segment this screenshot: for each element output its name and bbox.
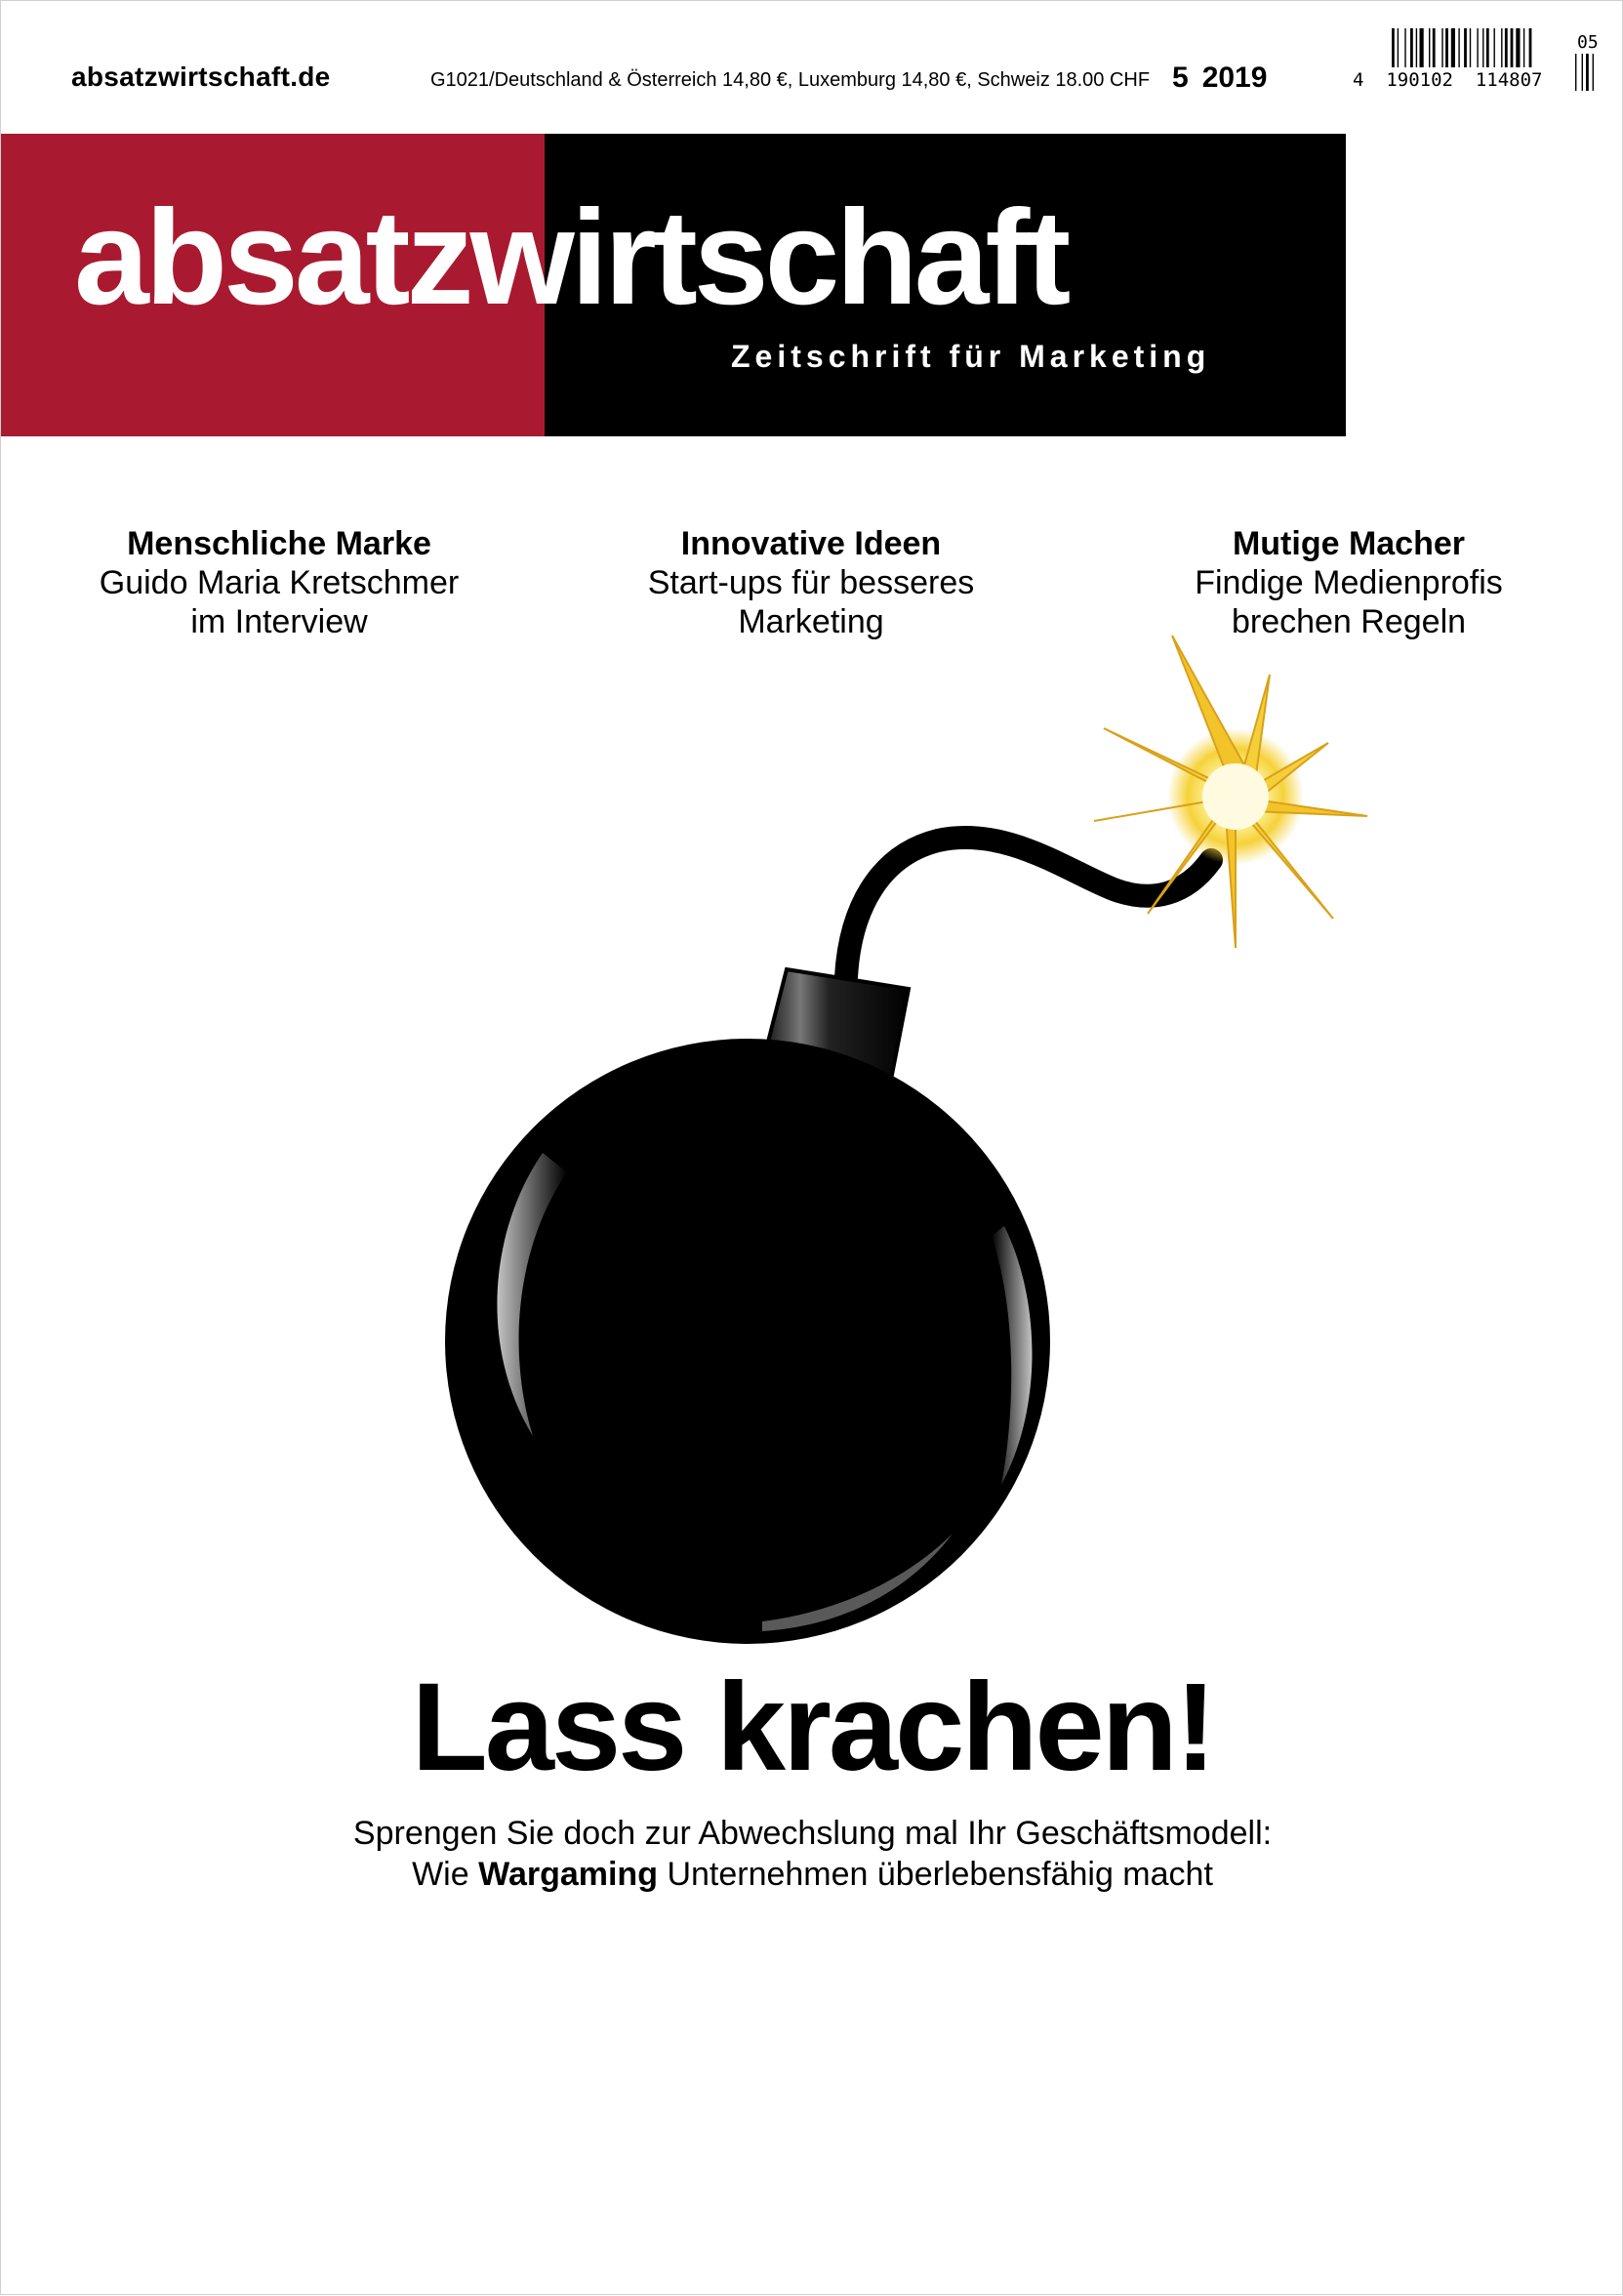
fuse <box>846 838 1211 977</box>
cover-subline-line1: Sprengen Sie doch zur Abwechslung mal Ihr Geschäftsmodell: <box>352 1815 1273 1852</box>
teaser-line: im Interview <box>190 603 368 640</box>
site-url[interactable]: absatzwirtschaft.de <box>71 62 331 92</box>
bomb-illustration <box>1 1 1623 2296</box>
teaser-heading: Mutige Macher <box>1232 525 1466 562</box>
masthead-subtitle: Zeitschrift für Marketing <box>731 339 1211 374</box>
price-info: G1021/Deutschland & Österreich 14,80 €, Luxemburg 14,80 €, Schweiz 18.00 CHF <box>430 69 1151 91</box>
cover-subline-pre: Wie <box>412 1856 469 1893</box>
cover-subline <box>1 1813 1623 1895</box>
barcode-digits: 4 190102 114807 <box>1353 69 1543 91</box>
cover-subline-line2 <box>1 1854 1623 1895</box>
barcode-addon: 05 <box>1577 32 1599 53</box>
bomb-icon <box>445 1039 1050 1644</box>
teaser-line: Guido Maria Kretschmer <box>99 564 460 601</box>
teaser-line: Marketing <box>738 603 884 640</box>
issue-year: 2019 <box>1201 62 1268 94</box>
teaser-line: Findige Medienprofis <box>1195 564 1503 601</box>
teaser-line: brechen Regeln <box>1231 603 1467 640</box>
teaser-heading: Innovative Ideen <box>680 525 942 562</box>
masthead-title-part1: absatz <box>74 183 470 333</box>
teaser-line: Start-ups für besseres <box>647 564 975 601</box>
cover-subline-bold: Wargaming <box>478 1856 658 1893</box>
cover-subline-post: Unternehmen überlebensfähig macht <box>667 1856 1213 1893</box>
issue-number: 5 <box>1172 62 1189 94</box>
teaser-heading: Menschliche Marke <box>127 525 431 562</box>
cover-headline: Lass krachen! <box>411 1658 1214 1797</box>
masthead-title-part2: wirtschaft <box>469 183 1068 333</box>
